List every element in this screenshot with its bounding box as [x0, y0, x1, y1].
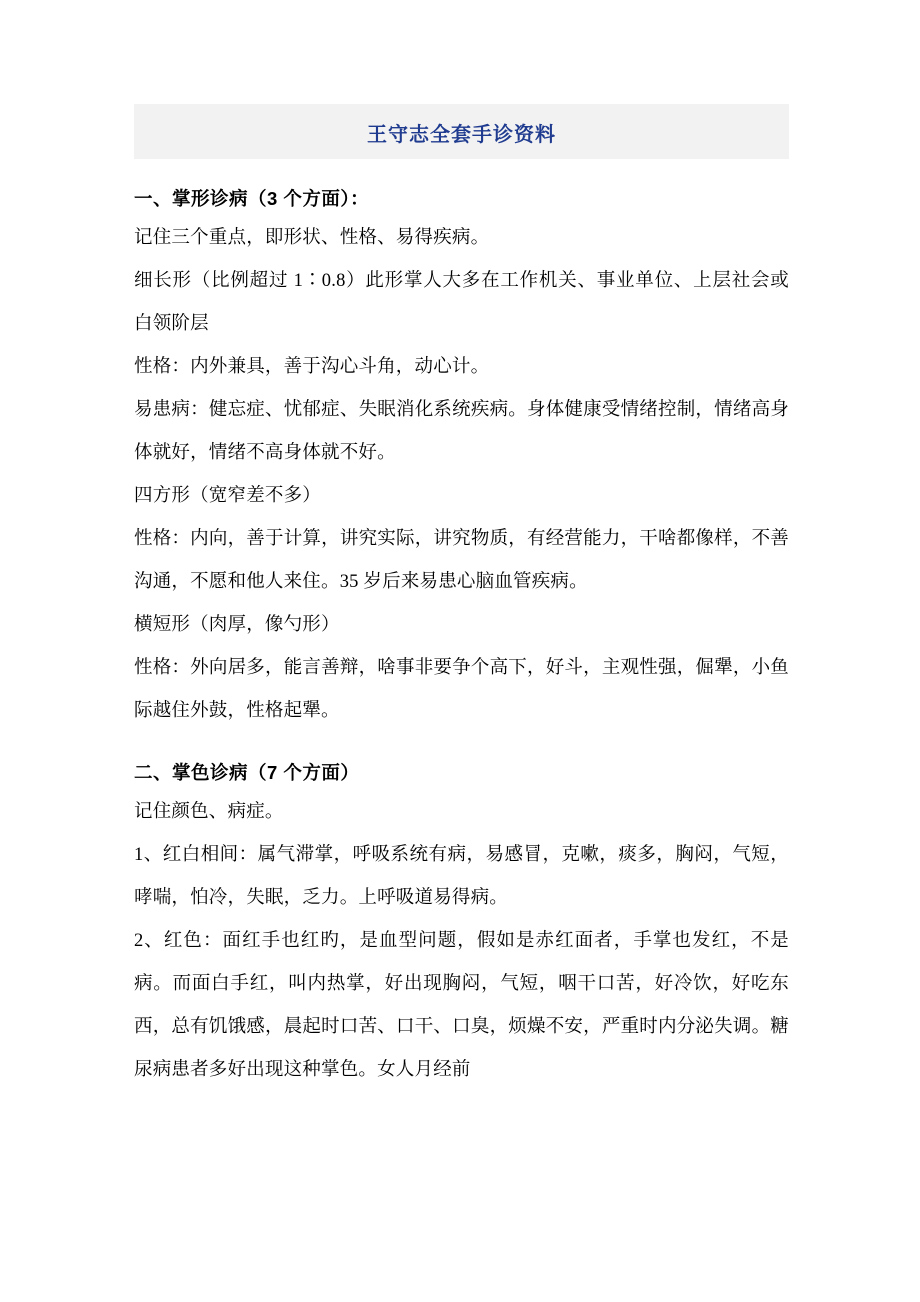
- paragraph: 细长形（比例超过 1∶0.8）此形掌人大多在工作机关、事业单位、上层社会或白领阶层: [134, 271, 789, 334]
- document-title-bar: [134, 104, 789, 159]
- paragraph: 记住三个重点，即形状、性格、易得疾病。: [134, 228, 490, 248]
- paragraph: 易患病：健忘症、忧郁症、失眠消化系统疾病。身体健康受情绪控制，情绪高身体就好，情绪不高身体就不好。: [134, 400, 789, 463]
- paragraph: 性格：外向居多，能言善辩，啥事非要争个高下，好斗，主观性强，倔犟，小鱼际越住外鼓，性格起犟。: [134, 658, 789, 721]
- paragraph: 2、红色：面红手也红旳，是血型问题，假如是赤红面者，手掌也发红，不是病。而面白手红，叫内热掌，好出现胸闷，气短，咽干口苦，好冷饮，好吃东西，总有饥饿感，晨起时口苦、口干、口臭，烦燥不安，严重时内分泌失调。糖尿病患者多好出现这种掌色。女人月经前: [134, 931, 789, 1080]
- paragraph: 记住颜色、病症。: [134, 802, 284, 822]
- paragraph: 性格：内外兼具，善于沟心斗角，动心计。: [134, 357, 490, 377]
- paragraph: 1、红白相间：属气滞掌，呼吸系统有病，易感冒，克嗽，痰多，胸闷，气短，哮喘，怕冷，失眠，乏力。上呼吸道易得病。: [134, 845, 789, 908]
- page-title: 王守志全套手诊资料: [367, 124, 556, 146]
- paragraph: 横短形（肉厚，像勺形）: [134, 615, 340, 635]
- paragraph: 性格：内向，善于计算，讲究实际，讲究物质，有经营能力，干啥都像样，不善沟通，不愿和他人来住。35 岁后来易患心脑血管疾病。: [134, 529, 789, 592]
- document-content: [134, 104, 789, 1092]
- paragraph: 四方形（宽窄差不多）: [134, 486, 322, 506]
- section-heading-2: 二、掌色诊病（7 个方面）: [134, 762, 360, 783]
- section-heading-1: 一、掌形诊病（3 个方面）：: [134, 188, 370, 209]
